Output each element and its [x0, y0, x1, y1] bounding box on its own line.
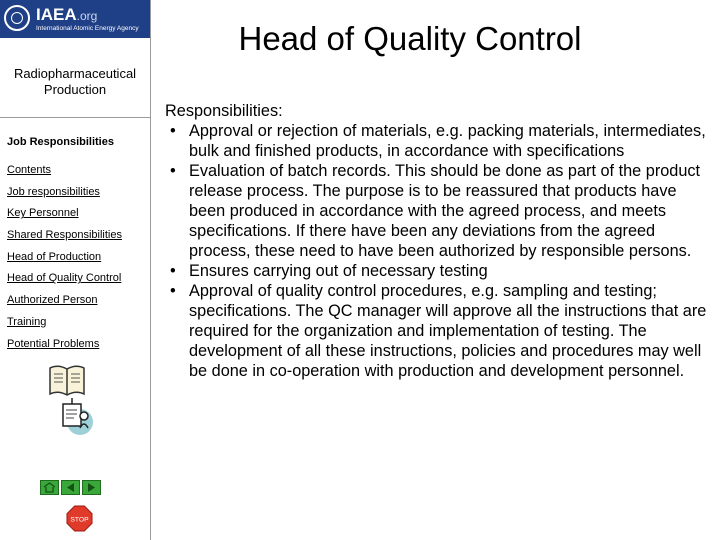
person-icon [58, 398, 94, 442]
sidebar-divider [0, 117, 150, 118]
logo-text: IAEA [36, 5, 77, 24]
nav-item-job-responsibilities[interactable]: Job responsibilities [7, 185, 100, 198]
list-item-text: Evaluation of batch records. This should be done as part of the product release process. The purpose is to be reassured that products have been produced in accordance with the agreed process, and meets specifications. If there have been any deviations from the agreed process, these need to have been authorized by responsible persons. [189, 162, 701, 260]
sidebar [0, 0, 151, 540]
nav-item-authorized-person[interactable]: Authorized Person [7, 294, 98, 307]
bullet-marker: • [170, 262, 176, 280]
home-button[interactable] [40, 480, 59, 495]
content-area [165, 101, 713, 381]
content-heading: Responsibilities: [165, 102, 283, 120]
list-item-text: Approval or rejection of materials, e.g. packing materials, intermediates, bulk and finished products, in accordance with specifications [189, 122, 706, 160]
nav-heading: Job Responsibilities [7, 136, 114, 148]
iaea-emblem-icon [4, 5, 30, 31]
nav-item-training[interactable]: Training [7, 315, 47, 328]
stop-button[interactable] [66, 505, 93, 532]
nav-item-head-of-quality-control[interactable]: Head of Quality Control [7, 272, 122, 285]
list-item [165, 261, 713, 281]
page-title: Head of Quality Control [238, 20, 582, 57]
list-item-text: Approval of quality control procedures, e.g. sampling and testing; specifications. The QC manager will approve all the instructions that are required for the organization and implementation of testing. The development of all these instructions, policies and procedures may well be done in co-operation with production and development personnel. [189, 282, 707, 380]
next-button[interactable] [82, 480, 101, 495]
nav-list [7, 160, 147, 355]
stop-label: STOP [70, 516, 89, 524]
logo-subtitle: International Atomic Energy Agency [36, 25, 139, 32]
nav-item-shared-responsibilities[interactable]: Shared Responsibilities [7, 229, 122, 242]
home-icon [43, 482, 56, 493]
bullet-marker: • [170, 282, 176, 300]
previous-icon [65, 482, 76, 493]
nav-item-potential-problems[interactable]: Potential Problems [7, 337, 100, 350]
list-item [165, 281, 713, 381]
nav-item-head-of-production[interactable]: Head of Production [7, 250, 102, 263]
list-item [165, 161, 713, 261]
list-item-text: Ensures carrying out of necessary testing [189, 262, 488, 280]
nav-item-contents[interactable]: Contents [7, 164, 52, 176]
previous-button[interactable] [61, 480, 80, 495]
logo-suffix: .org [76, 9, 98, 23]
next-icon [86, 482, 97, 493]
list-item [165, 121, 713, 161]
bullet-marker: • [170, 162, 176, 180]
book-icon [48, 364, 86, 398]
iaea-logo[interactable] [0, 0, 150, 38]
bullet-marker: • [170, 122, 176, 140]
navigation-buttons [40, 480, 101, 495]
responsibility-list [165, 121, 713, 381]
nav-item-key-personnel[interactable]: Key Personnel [7, 207, 79, 220]
sidebar-title: Radiopharmaceutical Production [13, 66, 137, 97]
